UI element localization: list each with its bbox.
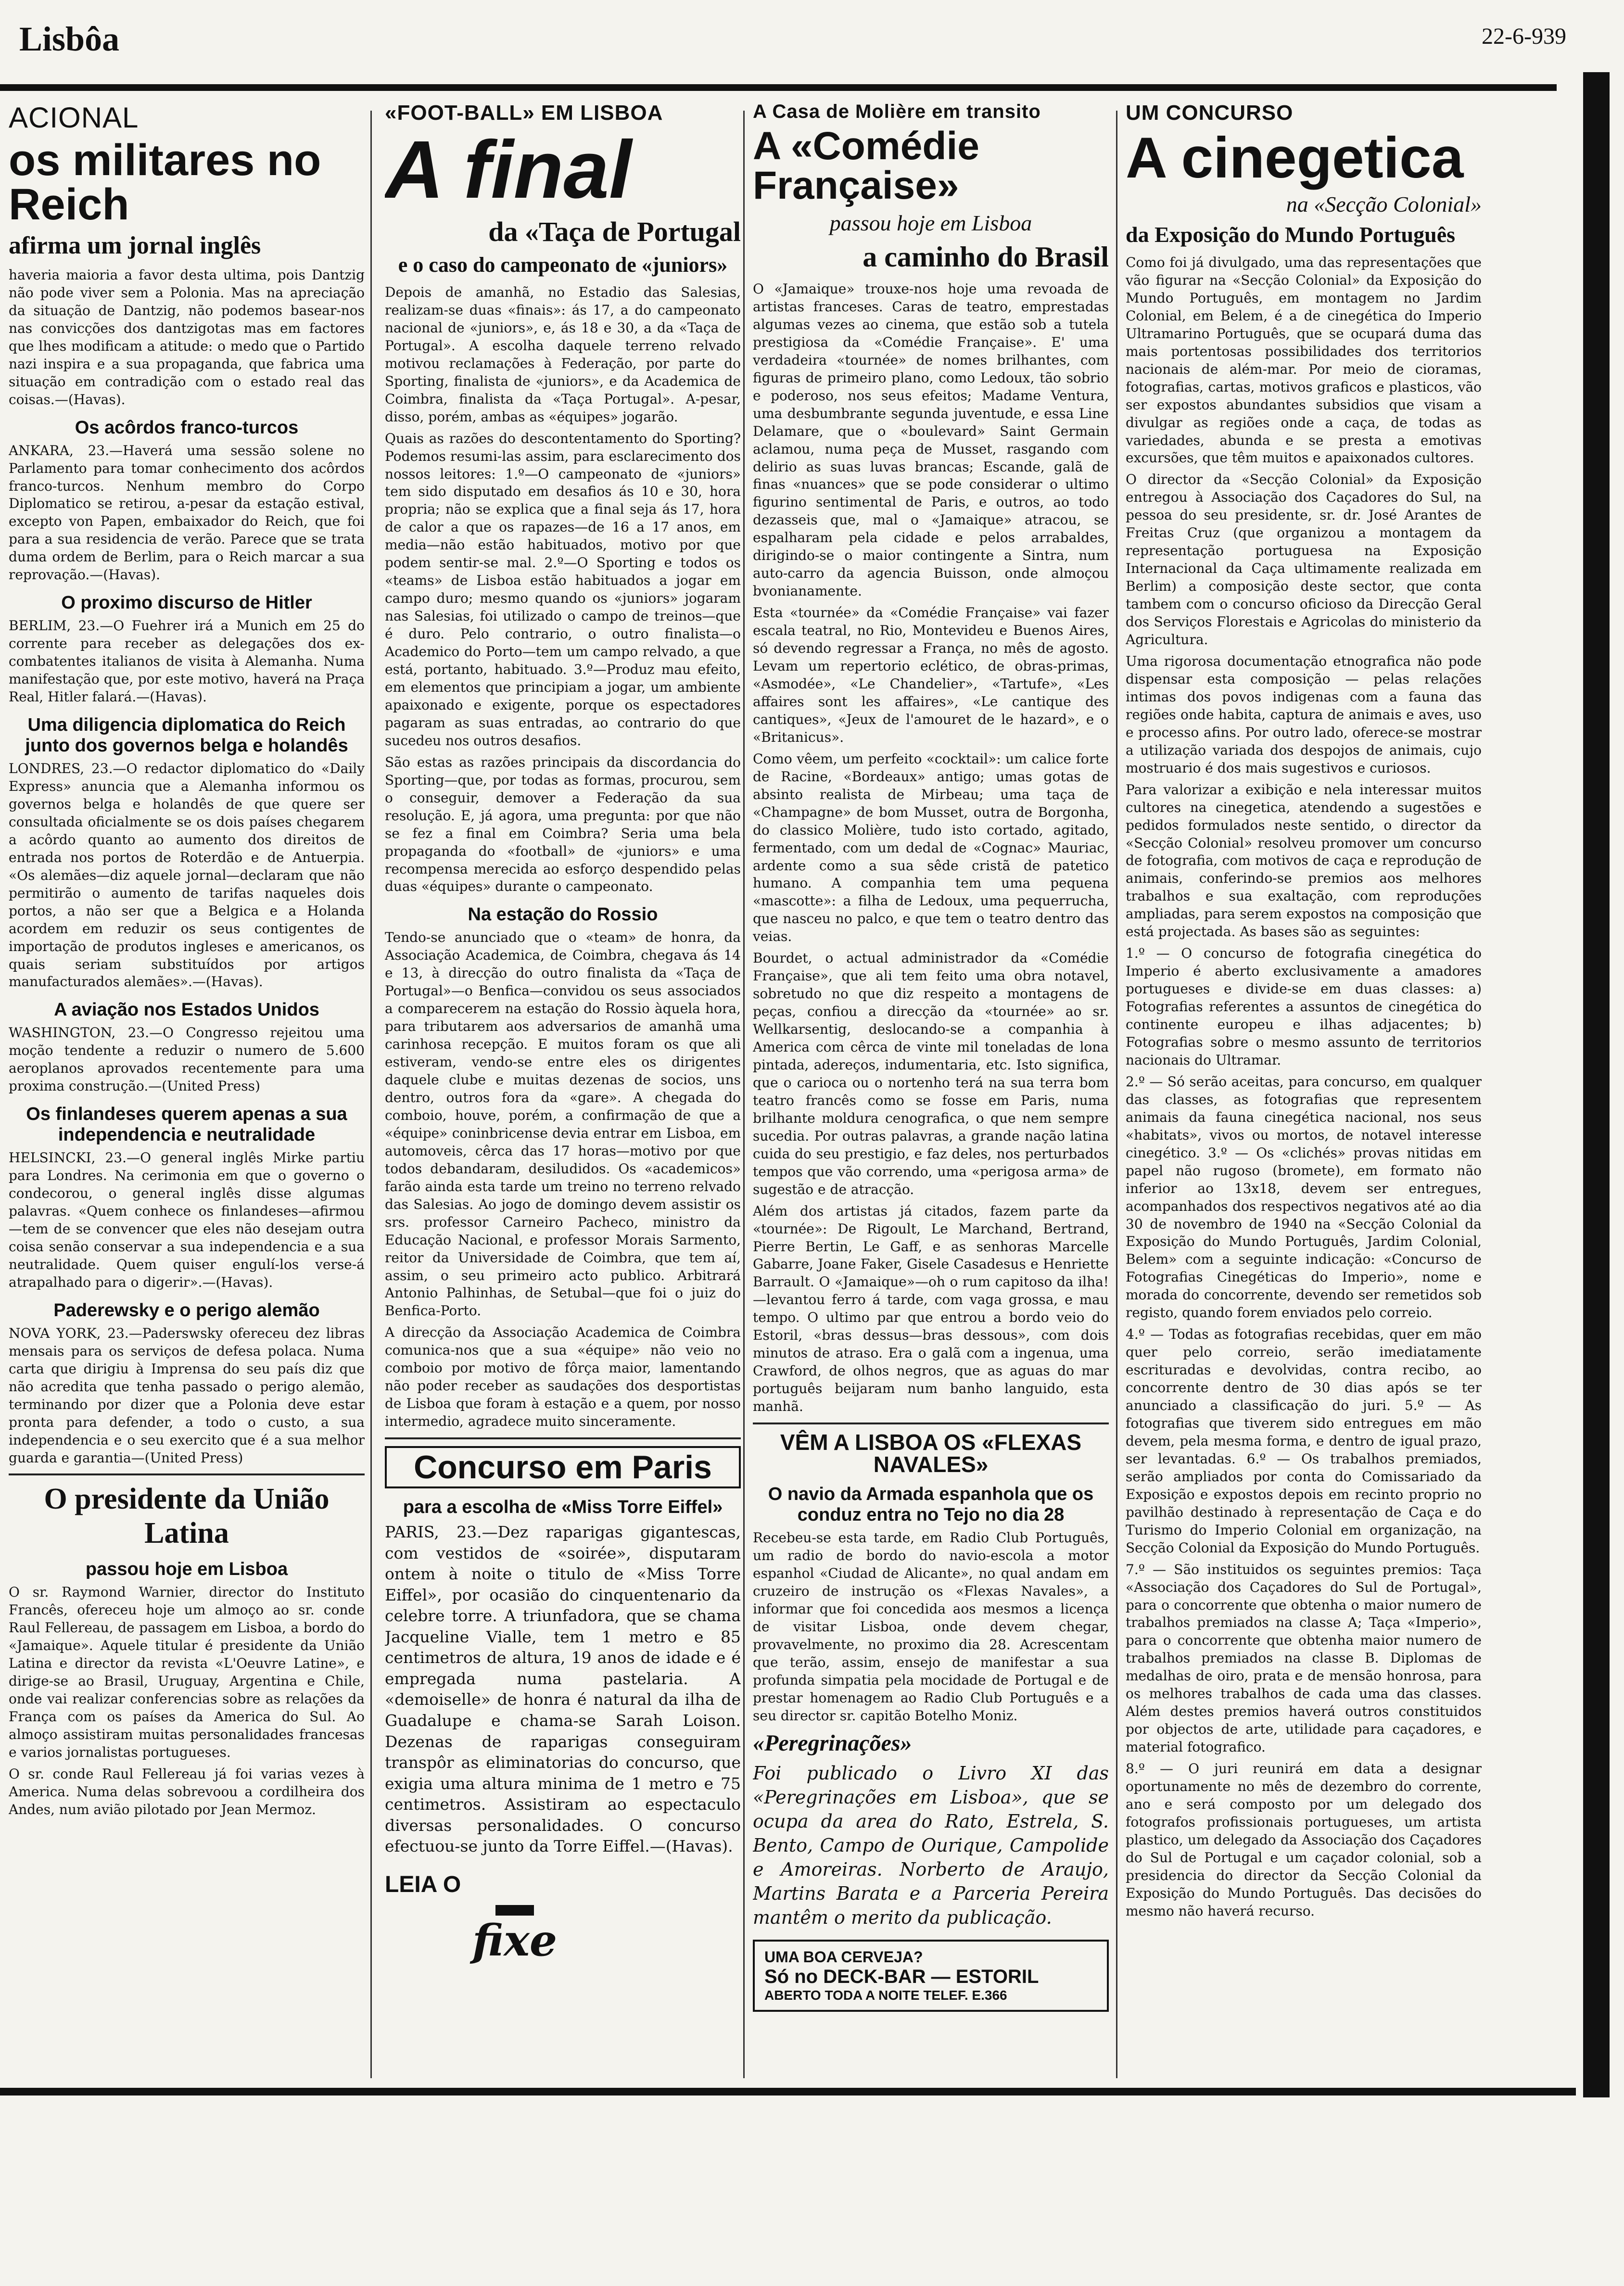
top-rule <box>0 84 1557 91</box>
column-divider <box>370 111 372 2078</box>
article-text: São estas as razões principais da discordancia do Sporting—que, por todas as formas, procurou, sem o conseguir, demover a Federação da sua resolução. E, já agora, uma pregunta: por que não se fez a final em Coimbra? Seria uma bela propaganda do «football» de «juniors» e uma recompensa merecida ao esforço despendido pelas duas «équipes» durante o campeonato. <box>385 754 741 895</box>
article-text: Uma rigorosa documentação etnografica não pode dispensar esta composição — pelas relações intimas dos povos indigenas com a fauna das regiões onde habita, captura de animais e aves, uso e processo afins. Por outro lado, oferece-se mostrar a utilização variada dos despojos de animais, cujo mostruario é dos mais sugestivos e curiosos. <box>1126 653 1482 776</box>
article-text: A direcção da Associação Academica de Coimbra comunica-nos que a sua «équipe» não veio no comboio por motivo de fôrça maior, lamentando não poder receber as saudações dos desportistas de Lisboa que foram à estação e a quem, por nosso intermedio, agradece muito sinceramente. <box>385 1324 741 1430</box>
deck-jornal-ingles: afirma um jornal inglês <box>9 232 261 259</box>
article-text: 1.º — O concurso de fotografia cinegética do Imperio é aberto exclusivamente a amadores portugueses e divide-se em duas classes: a) Fotografias referentes a assuntos de cinegética do continente europeu e ilhas adjacentes; b) Fotografias sobre o mesmo assunto de territorios nacionais do Ultramar. <box>1126 945 1482 1068</box>
headline-comedie: A «Comédie Française» <box>753 124 979 207</box>
article-text: Foi publicado o Livro XI das «Peregrinações em Lisboa», que se ocupa da area do Rato, Estrela, S. Bento, Campo de Ourique, Campolide e Amoreiras. Norberto de Araujo, Martins Barata e a Parceria Pereira mantêm o merito da publicação. <box>753 1762 1109 1929</box>
section-kicker: UM CONCURSO <box>1126 101 1294 125</box>
ad-line: ABERTO TODA A NOITE TELEF. E.366 <box>764 1987 1007 2003</box>
column-2 <box>385 101 741 2073</box>
article-text: Como foi já divulgado, uma das representações que vão figurar na «Secção Colonial» da Exposição do Mundo Português, em montagem no Jardim Colonial, em Belem, é a de cinegética do Imperio Ultramarino Português, que se ocupará duma das mais portentosas possibilidades dos territorios nacionais de além-mar. Por meio de cioramas, fotografias, cartas, motivos graficos e plasticos, vão ser expostos abundantes subsidios que visam a divulgar as regiões onde a caça, de todas as variedades, abunda e se presta a emotivas excursões, que têm muitos e apaixonados cultores. <box>1126 254 1482 466</box>
fixe-logo <box>443 1903 587 1965</box>
article-text: Como vêem, um perfeito «cocktail»: um calice forte de Racine, «Bordeaux» antigo; umas gotas de absinto realista de Mirbeau; uma taça de «Champagne» de bom Musset, outra de Borgonha, do classico Molière, tudo isto cortado, agitado, fermentado, com um dedal de «Cognac» Mauriac, ardente como a sua sêde cristã de patetico humano. A companhia tem uma pequena «mascotte»: a filha de Ledoux, uma pequerrucha, que nasceu no palco, e que tem o teatro dentro das veias. <box>753 750 1109 945</box>
article-text: O sr. Raymond Warnier, director do Instituto Francês, ofereceu hoje um almoço ao sr. conde Raul Fellereau, de passagem em Lisboa, a bordo do «Jamaique». Aquele titular é presidente da União Latina e director da revista «L'Oeuvre Latine», e dirige-se ao Brasil, Uruguay, Argentina e Chile, onde vai realizar conferencias sobre as relações da França com os países da America do Sul. Ao almoço assistiram muitas personalidades francesas e varios jornalistas portugueses. <box>9 1584 365 1761</box>
article-text: BERLIM, 23.—O Fuehrer irá a Munich em 25 do corrente para receber as delegações dos ex-combatentes italianos de visita à Alemanha. Numa manifestação que, por este motivo, haverá na Praça Real, Hitler falará.—(Havas). <box>9 618 365 705</box>
divider <box>385 1437 741 1439</box>
article-text: ANKARA, 23.—Haverá uma sessão solene no Parlamento para tomar conhecimento dos acôrdos franco-turcos. Nenhum membro do Corpo Diplomatico se retirou, a-pesar da estação estival, excepto von Papen, embaixador do Reich, que foi para a sua residencia de verão. Parece que se trata duma ordem de Berlim, para o Reich marcar a sua reprovação.—(Havas). <box>9 442 365 583</box>
divider <box>9 1473 365 1475</box>
article-text: O director da «Secção Colonial» da Exposição entregou à Associação dos Caçadores do Sul, na pessoa do seu presidente, sr. dr. José Arantes de Freitas Cruz (que organizou a montagem da representação portuguesa na Exposição Internacional da Caça ultimamente realizada em Berlim) a composição deste sector, que conta tambem com o concurso oficioso da Direcção Geral dos Serviços Florestais e Agricolas do ministerio da Agricultura. <box>1126 471 1482 648</box>
section-kicker: «FOOT-BALL» EM LISBOA <box>385 101 663 125</box>
article-text: 4.º — Todas as fotografias recebidas, quer em mão quer pelo correio, serão imediatamente escrituradas e devolvidas, contra recibo, ao concorrente dentro de 30 dias após se ter anunciado a classificação do juri. 5.º — As fotografias que tiverem sido entregues em mão devem, pela mesma forma, e dentro de igual prazo, ser levantadas. 6.º — Os trabalhos premiados, serão ampliados por conta do Comissariado da Exposição e expostos depois em recinto proprio no pavilhão destinado à representação de Caça e do Turismo do Imperio Colonial em organização, na Secção Colonial da Exposição do Mundo Português. <box>1126 1326 1482 1556</box>
subhead: para a escolha de «Miss Torre Eiffel» <box>403 1497 723 1518</box>
headline-militares: os militares no Reich <box>9 136 321 229</box>
headline-cinegetica: A cinegetica <box>1126 126 1464 190</box>
article-text: Além dos artistas já citados, fazem parte da «tournée»: De Rigoult, Le Marchand, Bertrand, Pierre Bertin, Le Gaff, e as senhoras Marcelle Gabarre, Joane Faker, Gisele Casadesus e Henriette Barrault. O «Jamaique»—oh o rum capitoso da ilha!—levantou ferro á tarde, com vaga grossa, e mau tempo. O ultimo par que entrou a bordo veio do Estoril, «bras dessus—bras dessous», com dois minutos de atraso. Era o galã com a ingenua, uma Crawford, de olhos negros, que as aguas do mar português beijaram num banho languido, esta manhã. <box>753 1203 1109 1415</box>
subhead: A aviação nos Estados Unidos <box>54 1000 319 1020</box>
article-text: Tendo-se anunciado que o «team» de honra, da Associação Academica, de Coimbra, chegava ás 14 e 13, à direcção do outro finalista da «Taça de Portugal»—o Benfica—convidou os seus associados a comparecerem na estação do Rossio àquela hora, para tributarem aos adversarios de amanhã uma carinhosa recepção. E muitos foram os que ali estiveram, vendo-se entre eles os dirigentes daquele clube e muitas dezenas de socios, uns dentro, outros fora da «gare». A chegada do comboio, houve, porém, a confirmação de que a «équipe» coninbricense devia entrar em Lisboa, em automoveis, cêrca das 17 horas—motivo por que todos debandaram, desiludidos. Os «academicos» farão ainda esta tarde um treino no terreno relvado das Salesias. Ao jogo de domingo devem assistir os srs. professor Carneiro Pacheco, ministro da Educação Nacional, e professor Morais Sarmento, reitor da Universidade de Coimbra, que tem aí, assim, o seu primeiro acto publico. Arbitrará Antonio Palhinhas, de Setubal—que foi o juiz do Benfica-Porto. <box>385 929 741 1319</box>
column-divider <box>743 111 745 2078</box>
headline-a-final: A final <box>385 124 632 216</box>
article-text: Recebeu-se esta tarde, em Radio Club Português, um radio de bordo do navio-escola a motor espanhol «Ciudad de Alicante», no qual andam em cruzeiro de instrução os «Flexas Navales», a informar que foi concedida aos mesmos a licença de visitar Lisboa, onde devem chegar, provavelmente, no proximo dia 28. Acrescentam que terão, assim, ensejo de manifestar a sua profunda simpatia pela mocidade de Portugal e de prestar homenagem ao Radio Club Português e a seu director sr. capitão Botelho Moniz. <box>753 1530 1109 1724</box>
article-text: Depois de amanhã, no Estadio das Salesias, realizam-se duas «finais»: ás 17, a do campeonato nacional de «juniors», e, ás 18 e 30, a da «Taça de Portugal». A escolha daquele terreno relvado motivou reclamações à Federação, por parte do Sporting, finalista de «juniors», e da Academica de Coimbra, finalista da «Taça Portugal». A-pesar, disso, porém, ambas as «équipes» jogarão. <box>385 284 741 425</box>
article-text: 7.º — São instituidos os seguintes premios: Taça «Associação dos Caçadores do Sul de Portugal», para o concorrente que obtenha o maior numero de trabalhos premiados na classe A; Taça «Imperio», para o concorrente que obtenha maior numero de trabalhos premiados na classe B. Diplomas de medalhas de oiro, prata e de mensão honrosa, para os melhores trabalhos de cada uma das classes. Além destes premios haverá outros constituidos por objectos de arte, utilidade para caçadores, e material fotografico. <box>1126 1561 1482 1755</box>
column-divider <box>1116 111 1117 2078</box>
article-text: PARIS, 23.—Dez raparigas gigantescas, com vestidos de «soirée», disputaram ontem à noite o titulo de «Miss Torre Eiffel», por ocasião do cinquentenario da celebre torre. A triunfadora, que se chama Jacqueline Vialle, tem 1 metro e 85 centimetros de altura, 19 anos de idade e é empregada numa pastelaria. A «demoiselle» de honra é natural da ilha de Guadalupe e chama-se Sarah Loison. Dezenas de raparigas conseguiram transpôr as eliminatorias do concurso, que exigia uma altura minima de 1 metro e 75 centimetros. Assistiram ao espectaculo diversas personalidades. O concurso efectuou-se junto da Torre Eiffel.—(Havas). <box>385 1523 741 1856</box>
article-text: LONDRES, 23.—O redactor diplomatico do «Daily Express» anuncia que a Alemanha informou os governos belga e holandês de que quere ser consultada oficialmente se os dois países chegarem a acôrdo quanto ao aumento dos direitos de entrada nos portos de Roterdão e de Antuerpia. «Os alemães—diz aquele jornal—declaram que não permitirão o aumento de tarifas naqueles dois portos, a não ser que a Belgica e a Holanda acordem em reduzir os seus contigentes de importação de produtos ingleses e americanos, os quais seriam substituídos por artigos manufacturados alemães».—(Havas). <box>9 761 365 990</box>
article-text: HELSINCKI, 23.—O general inglês Mirke partiu para Londres. Na cerimonia em que o governo o condecorou, o general inglês disse algumas palavras. «Quem conhece os finlandeses—afirmou—tem de se convencer que eles não desejam outra coisa senão conservar a sua independencia e a sua neutralidade. Quem quiser engulí-los verse-á atrapalhado para o digerir».—(Havas). <box>9 1150 365 1290</box>
leia-label: LEIA O <box>385 1871 461 1897</box>
article-text: O «Jamaique» trouxe-nos hoje uma revoada de artistas franceses. Caras de teatro, emprestadas algumas vezes ao cinema, que estão sob a tutela prestigiosa da «Comédie Française». E' uma verdadeira «tournée» de nomes brilhantes, com figuras de primeiro plano, como Ledoux, tão sobrio e poderoso, nos seus efeitos; Madame Ventura, uma desbumbrante segunda juventude, e essa Line Delamare, que o «boulevard» Saint Germain aclamou, numa peça de Musset, rasgando com delirio as suas luvas brancas; Escande, galã de finas «nuances» que se pode considerar o ultimo figurino sentimental de Paris, e outros, ao todo dezasseis que, mal o «Jamaique» atracou, se espalharam pela cidade e pelos arrabaldes, dirigindo-se o maior contingente a Sintra, num auto-carro da agencia Buisson, onde almoçou bvonianamente. <box>753 281 1109 599</box>
article-text: NOVA YORK, 23.—Paderswsky ofereceu dez libras mensais para os serviços de defesa polaca. Numa carta que dirigiu à Imprensa do seu país diz que não acredita que tenha passado o perigo alemão, terminando por dizer que a Polonia deve estar pronta para defender, a todo o custo, a sua independencia e o seu exercito que é a sua melhor guarda e garantia—(United Press) <box>9 1325 365 1466</box>
headline-concurso-paris: Concurso em Paris <box>385 1446 741 1488</box>
subhead: Os finlandeses querem apenas a sua independencia e neutralidade <box>26 1104 347 1145</box>
deck: da Exposição do Mundo Português <box>1126 222 1456 247</box>
svg-text:fixe: fixe <box>472 1915 558 1965</box>
subhead-peregrinacoes: «Peregrinações» <box>753 1730 912 1756</box>
subhead: Os acôrdos franco-turcos <box>75 417 299 438</box>
article-text: Quais as razões do descontentamento do Sporting? Podemos resumi-las assim, para esclarecimento dos nossos leitores: 1.º—O campeonato de «juniors» tem sido disputado em desafios ás 10 e 30, hora propria; não se explica que a final seja ás 17, hora de calor a que os rapazes—de 16 a 17 anos, em media—não estão habituados, motivo por que podem sentir-se mal. 2.º—O Sporting e todos os «teams» de Lisboa estão habituados a jogar em campo duro; mesmo quando os «juniors» jogaram nas Salesias, foi utilizado o campo de treinos—que é duro. Pelo contrario, o outro finalista—o Academico do Porto—tem um campo relvado, a que está, portanto, habituado. 3.º—Produz mau efeito, em elementos que principiam a jogar, um ambiente apaixonado e exigente, porque os espectadores pagaram as suas entradas, ao contrario do que sucedeu nos outros desafios. <box>385 430 741 749</box>
headline-flexas-navales: VÊM A LISBOA OS «FLEXAS NAVALES» <box>780 1430 1082 1477</box>
article-text: O sr. conde Raul Fellereau já foi varias vezes à America. Numa delas sobrevoou a cordilheira dos Andes, num avião pilotado por Jean Mermoz. <box>9 1766 365 1817</box>
column-3 <box>753 101 1109 2073</box>
subhead: Uma diligencia diplomatica do Reich junto dos governos belga e holandês <box>25 715 348 756</box>
article-text: 2.º — Só serão aceitas, para concurso, em qualquer das classes, as fotografias que representem animais da fauna cinegética nacional, nos seus «habitats», vivos ou mortos, de notavel interesse cinegético. 3.º — Os «clichés» provas nitidas em papel não rugoso (bromete), em formato não inferior ao 13x18, devem ser entregues, acompanhados dos respectivos negativos até ao dia 30 de novembro de 1940 na «Secção Colonial da Exposição do Mundo Português, Jardim Colonial, Belem» com a seguinte indicação: «Concurso de Fotografias Cinegéticas do Imperio», nome e morada do concorrente, devendo ser remetidos sob registo, quando forem enviados pelo correio. <box>1126 1073 1482 1321</box>
subheadline: passou hoje em Lisboa <box>829 211 1032 235</box>
ad-line: UMA BOA CERVEJA? <box>764 1948 923 1966</box>
right-edge-bar <box>1583 72 1610 2097</box>
deck: e o caso do campeonato de «juniors» <box>398 253 728 277</box>
ad-line: Só no DECK-BAR — ESTORIL <box>764 1966 1039 1987</box>
subhead: O navio da Armada espanhola que os conduz entra no Tejo no dia 28 <box>768 1484 1094 1525</box>
article-text: haveria maioria a favor desta ultima, pois Dantzig não pode viver sem a Polonia. Mas na apreciação da situação de Dantzig, não podemos basear-nos nas convicções dos dantzigotas mas em factores que lhes modificam a atitude: o medo que o Partido nazi inspira e a sua propaganda, que fabrica uma situação em contradição com o estado real das coisas.—(Havas). <box>9 267 365 407</box>
article-text: 8.º — O juri reunirá em data a designar oportunamente no mês de dezembro do corrente, ano e será composto por um delegado dos fotografos profissionais portugueses, um artista plastico, um delegado da Associação dos Caçadores do Sul de Portugal e um caçador colonial, sob a presidencia do director da Secção Colonial da Exposição do Mundo Português. Das decisões do mesmo não haverá recurso. <box>1126 1761 1482 1919</box>
column-1 <box>9 101 365 2073</box>
article-text: Para valorizar a exibição e nela interessar muitos cultores na cinegetica, atendendo a sugestões e pedidos formulados neste sentido, o director da «Secção Colonial» resolveu promover um concurso de fotografia, com motivos de caça e reprodução de animais, conferindo-se premios aos melhores trabalhos e sua exaltação, com reproduções ampliadas, para serem expostos na composição que está projectada. As bases são as seguintes: <box>1126 781 1482 940</box>
divider <box>753 1422 1109 1424</box>
deck: a caminho do Brasil <box>863 241 1109 273</box>
article-text: Bourdet, o actual administrador da «Comédie Française», que ali tem feito uma obra notavel, sobretudo no que diz respeito a montagens de peças, confiou a direcção da «tournée» ao sr. Wellkarsentig, deslocando-se a companhia à America com cêrca de vinte mil toneladas de lona pintada, adereços, indumentaria, etc. Isto significa, que o carioca ou o nortenho terá na sua terra bom teatro francês como se fosse em Paris, numa brilhante moldura cenografica, o que nem sempre sucedia. Por outras palavras, a grande nação latina cuida do seu prestigio, e faz deles, nos perturbados tempos que vão correndo, uma «perigosa arma» de sugestão e de atracção. <box>753 950 1109 1197</box>
bottom-rule <box>0 2088 1576 2096</box>
column-4 <box>1126 101 1482 2073</box>
masthead-date: 22-6-939 <box>1482 24 1566 49</box>
deck-bar-ad <box>753 1940 1109 2012</box>
subhead: passou hoje em Lisboa <box>85 1559 288 1580</box>
masthead-title: Lisbôa <box>19 20 120 58</box>
section-kicker: ACIONAL <box>9 102 139 134</box>
subhead: Na estação do Rossio <box>468 904 658 925</box>
headline-uniao-latina: O presidente da União Latina <box>44 1483 330 1550</box>
article-text: Esta «tournée» da «Comédie Française» vai fazer escala teatral, no Rio, Montevideu e Buenos Aires, só devendo regressar a França, no mês de agosto. Levam um repertorio eclético, de obras-primas, «Asmodée», «Le Chandelier», «Tartufe», «Les affaires sont les affaires», «Le cantique des cantiques», «Jeux de l'amouret de le hazard», e o «Britanicus». <box>753 605 1109 745</box>
subheadline: da «Taça de Portugal <box>488 216 741 247</box>
article-text: WASHINGTON, 23.—O Congresso rejeitou uma moção tendente a reduzir o numero de 5.600 aeroplanos aprovados recentemente para uma proxima construção.—(United Press) <box>9 1025 365 1094</box>
subheadline: na «Secção Colonial» <box>1286 192 1482 216</box>
subhead: Paderewsky e o perigo alemão <box>53 1300 320 1321</box>
subhead: O proximo discurso de Hitler <box>61 593 312 613</box>
section-kicker: A Casa de Molière em transito <box>753 101 1041 122</box>
